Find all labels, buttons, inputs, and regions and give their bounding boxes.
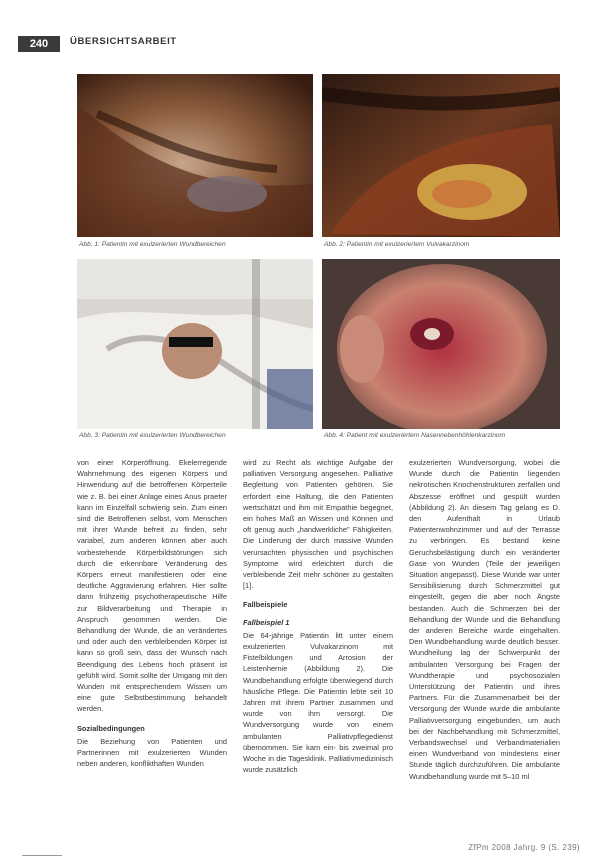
paragraph: wird zu Recht als wichtige Aufgabe der palliativen Versorgung angesehen. Palliative Begleitung von Patienten gehören. Sie erfordert eine Haltung, die den Patienten wertschätzt und ihm mit Empathie begegnet, ein hohes Maß an Wissen und Können und oft genug auch „handwerkliche" Fähigkeiten. Die Linderung der durch massive Wunden verursachten physischen und psychischen Symptome wird erleichtert durch die verbleibende Zeit mehr schöner zu gestalten [1]. [243,458,393,591]
section-title: ÜBERSICHTSARBEIT [70,36,177,47]
subheading: Fallbeispiel 1 [243,617,290,627]
paragraph: Die Beziehung von Patienten und Partnerinnen mit exulzerierten Wunden neben anderen, konflikthaften Wunden [77,736,227,769]
figure-3-photo [77,259,313,429]
footer-rule [22,855,62,856]
text-column-right [409,457,560,784]
paragraph: exulzerierten Wundversorgung, wobei die Wunde durch die Patientin liegenden nekrotischen Knochenstrukturen zerfallen und Abszesse eröffnet und gespült wurden (Abbildung 2). An diesem Tag gelang es D. den Aufenthalt in Urlaub Patientenwohnzimmer und auf der Terrasse zu verbringen. Es bestand keine Geruchsbelästigung durch ein veränderter Gase von Wunden (Teile der jeweiligen Situation angepasst). Diese Wunde war unter Sensibilisierung durch Schmerzmittel gut eingestellt, gegen die aber noch Ängste bestanden. Auch die Schmerzen bei der Behandlung der Wunde und die Behandlung der anderen Bereiche wurde eingehalten. Den Wundbehandlung wurde deutlich besser. Wundheilung lag der Schwerpunkt der ambulanten Versorgung bei Fragen der Wundtherapie und psychosozialen Unterstützung der Patientin und ihres Partners. Für die Zusammenarbeit bei der Versorgung der Wunde wurde die ambulante Palliativversorgung eingebunden, um auch bei der Nachbehandlung mit Schmerzmittel, Verbandswechsel und Verbandmaterialien einen Wundverband von mindestens einer Stunde täglich durchzuführen. Die ambulante Wundbehandlung wurde mit 5–10 ml [409,458,560,781]
figure-2-caption: Abb. 2: Patientin mit exulzeriertem Vulvakarzinom [324,241,470,248]
figure-1-caption: Abb. 1: Patientin mit exulzerierten Wundbereichen [79,241,226,248]
figure-3-caption: Abb. 3: Patientin mit exulzerierten Wundbereichen [79,432,226,439]
paragraph: Die 64-jährige Patientin litt unter einem exulzerierten Vulvakarzinom mit Fistelbildungen und Arrosion der Leistenhernie (Abbildung 2). Die Wundbehandlung erfolgte überwiegend durch häusliche Pflege. Die Patientin lebte seit 10 Jahren mit ihrem Partner zusammen und wurde von ihm versorgt. Die Wundversorgung wurde von einem ambulanten Palliativpflegedienst übernommen. Sie kam ein- bis zweimal pro Woche in die Tagesklinik. Palliativmedizinisch wurde zusätzlich [243,630,393,775]
paragraph: von einer Körperöffnung. Ekelerregende Wahrnehmung des eigenen Körpers und Hinwendung auf die betroffenen Körperteile wie z. B. bei einer Anlage eines Anus praeter kann im Einzelfall schwierig sein. Zum einen sind die Betroffenen selbst, vom Menschen mit ihrer Wunde befreit zu finden, sehr variabel, zum anderen können aber auch vorbestehende Körperbildstörungen sich durch die erkennbare Veränderung des Körpers erneut manifestieren oder eine deutliche Aggravierung erfahren. Hier sollte dann frühzeitig psychotherapeutische Hilfe zur Bildverarbeitung und Therapie in Anspruch genommen werden. Die Behandlung der Wunde, die an verändertes und oder auch den verbleibenden Körper ist kann so groß sein, dass der Wunsch nach Beendigung des Lebens hoch präsent ist gefühlt wird. Somit sollte der Umgang mit den Wunden mit entsprechendem Wissen um eine gute Selbstbestimmung behandelt werden. [77,458,227,714]
text-column-middle [243,457,393,777]
page-number: 240 [18,36,60,52]
page-header [18,36,318,52]
text-column-left [77,457,227,771]
subheading: Fallbeispiele [243,600,288,610]
figure-1-photo [77,74,313,237]
journal-footer: ZfPm 2008 Jahrg. 9 (S. 239) [468,843,580,852]
figure-4-photo [322,259,560,429]
figure-2-photo [322,74,560,237]
figure-4-caption: Abb. 4: Patient mit exulzeriertem Nasennebenhöhlenkarzinom [324,432,506,439]
subheading: Sozialbedingungen [77,723,145,733]
